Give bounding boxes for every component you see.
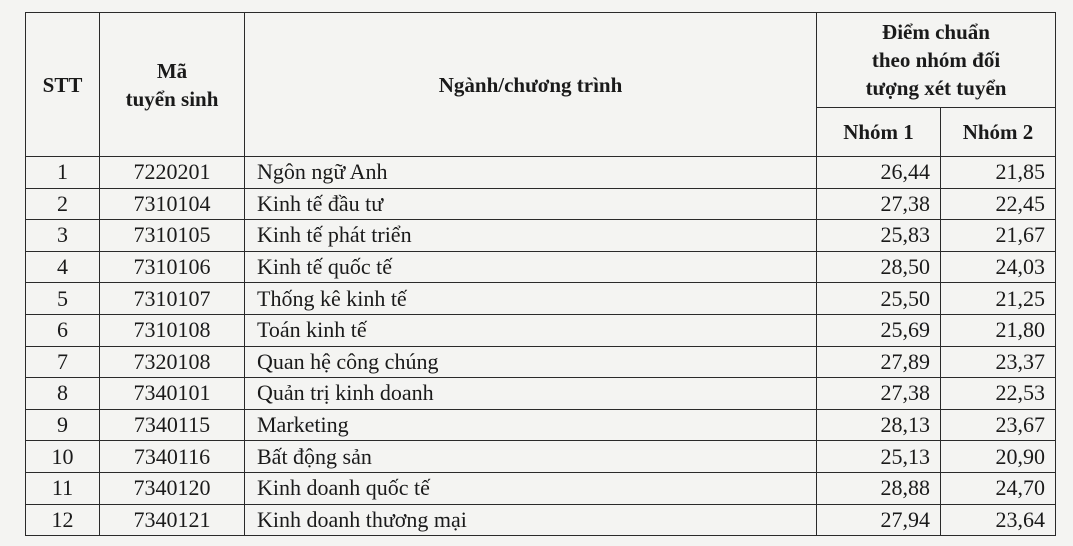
cell-nhom-1: 27,89	[817, 346, 941, 378]
cell-nhom-1: 28,88	[817, 472, 941, 504]
header-diem-chuan	[817, 13, 1056, 108]
cell-stt: 8	[26, 378, 100, 410]
cell-ma-tuyen-sinh: 7340101	[100, 378, 245, 410]
cell-nhom-2: 21,67	[941, 220, 1056, 252]
header-ma-line2: tuyển sinh	[125, 86, 219, 111]
header-nhom-2: Nhóm 2	[941, 108, 1056, 157]
table-row	[26, 409, 1056, 441]
cell-nganh: Kinh tế đầu tư	[245, 188, 817, 220]
header-nhom-1: Nhóm 1	[817, 108, 941, 157]
cell-stt: 12	[26, 504, 100, 536]
cell-ma-tuyen-sinh: 7310104	[100, 188, 245, 220]
cell-stt: 11	[26, 472, 100, 504]
cell-nhom-2: 23,67	[941, 409, 1056, 441]
cell-nganh: Toán kinh tế	[245, 314, 817, 346]
cell-stt: 7	[26, 346, 100, 378]
cell-ma-tuyen-sinh: 7340121	[100, 504, 245, 536]
cell-nhom-1: 26,44	[817, 157, 941, 189]
cell-nhom-2: 21,85	[941, 157, 1056, 189]
cell-stt: 3	[26, 220, 100, 252]
table-row	[26, 378, 1056, 410]
header-nganh: Ngành/chương trình	[245, 13, 817, 157]
cell-nganh: Kinh doanh quốc tế	[245, 472, 817, 504]
table-row	[26, 188, 1056, 220]
table-row	[26, 157, 1056, 189]
cell-nhom-1: 28,13	[817, 409, 941, 441]
table-row	[26, 314, 1056, 346]
cell-ma-tuyen-sinh: 7340116	[100, 441, 245, 473]
header-stt: STT	[26, 13, 100, 157]
cell-nhom-1: 25,50	[817, 283, 941, 315]
table-row	[26, 472, 1056, 504]
table-row	[26, 346, 1056, 378]
cell-stt: 6	[26, 314, 100, 346]
cell-stt: 1	[26, 157, 100, 189]
cell-nganh: Quản trị kinh doanh	[245, 378, 817, 410]
cell-nhom-2: 20,90	[941, 441, 1056, 473]
cell-ma-tuyen-sinh: 7320108	[100, 346, 245, 378]
header-diem-line2: theo nhóm đối	[871, 48, 1001, 72]
table-row	[26, 251, 1056, 283]
cell-nganh: Thống kê kinh tế	[245, 283, 817, 315]
table-row	[26, 220, 1056, 252]
cell-nhom-2: 24,70	[941, 472, 1056, 504]
cell-nhom-1: 25,69	[817, 314, 941, 346]
header-diem-line1: Điểm chuẩn	[882, 20, 990, 44]
cell-nhom-1: 27,94	[817, 504, 941, 536]
cell-nhom-2: 22,53	[941, 378, 1056, 410]
cell-nganh: Quan hệ công chúng	[245, 346, 817, 378]
cell-nhom-2: 23,64	[941, 504, 1056, 536]
cell-nganh: Bất động sản	[245, 441, 817, 473]
cell-ma-tuyen-sinh: 7340120	[100, 472, 245, 504]
cell-nhom-2: 21,80	[941, 314, 1056, 346]
cell-nganh: Kinh tế quốc tế	[245, 251, 817, 283]
cell-nganh: Ngôn ngữ Anh	[245, 157, 817, 189]
cell-stt: 4	[26, 251, 100, 283]
cell-nhom-1: 27,38	[817, 378, 941, 410]
header-diem-line3: tượng xét tuyển	[865, 76, 1007, 100]
cell-ma-tuyen-sinh: 7340115	[100, 409, 245, 441]
cell-ma-tuyen-sinh: 7220201	[100, 157, 245, 189]
cell-nhom-1: 25,13	[817, 441, 941, 473]
header-ma-tuyen-sinh	[100, 13, 245, 157]
table-body	[26, 157, 1056, 536]
cell-ma-tuyen-sinh: 7310106	[100, 251, 245, 283]
cell-ma-tuyen-sinh: 7310108	[100, 314, 245, 346]
cell-ma-tuyen-sinh: 7310107	[100, 283, 245, 315]
cell-nhom-2: 24,03	[941, 251, 1056, 283]
cell-nhom-2: 22,45	[941, 188, 1056, 220]
cell-nhom-1: 28,50	[817, 251, 941, 283]
table-row	[26, 504, 1056, 536]
table-row	[26, 283, 1056, 315]
admission-score-table	[25, 12, 1056, 536]
cell-stt: 5	[26, 283, 100, 315]
header-ma-line1: Mã	[156, 58, 188, 83]
table-row	[26, 441, 1056, 473]
cell-stt: 10	[26, 441, 100, 473]
cell-nhom-2: 21,25	[941, 283, 1056, 315]
cell-stt: 9	[26, 409, 100, 441]
cell-nganh: Kinh doanh thương mại	[245, 504, 817, 536]
cell-nganh: Kinh tế phát triển	[245, 220, 817, 252]
cell-nhom-1: 25,83	[817, 220, 941, 252]
cell-nganh: Marketing	[245, 409, 817, 441]
cell-nhom-1: 27,38	[817, 188, 941, 220]
cell-ma-tuyen-sinh: 7310105	[100, 220, 245, 252]
cell-nhom-2: 23,37	[941, 346, 1056, 378]
cell-stt: 2	[26, 188, 100, 220]
